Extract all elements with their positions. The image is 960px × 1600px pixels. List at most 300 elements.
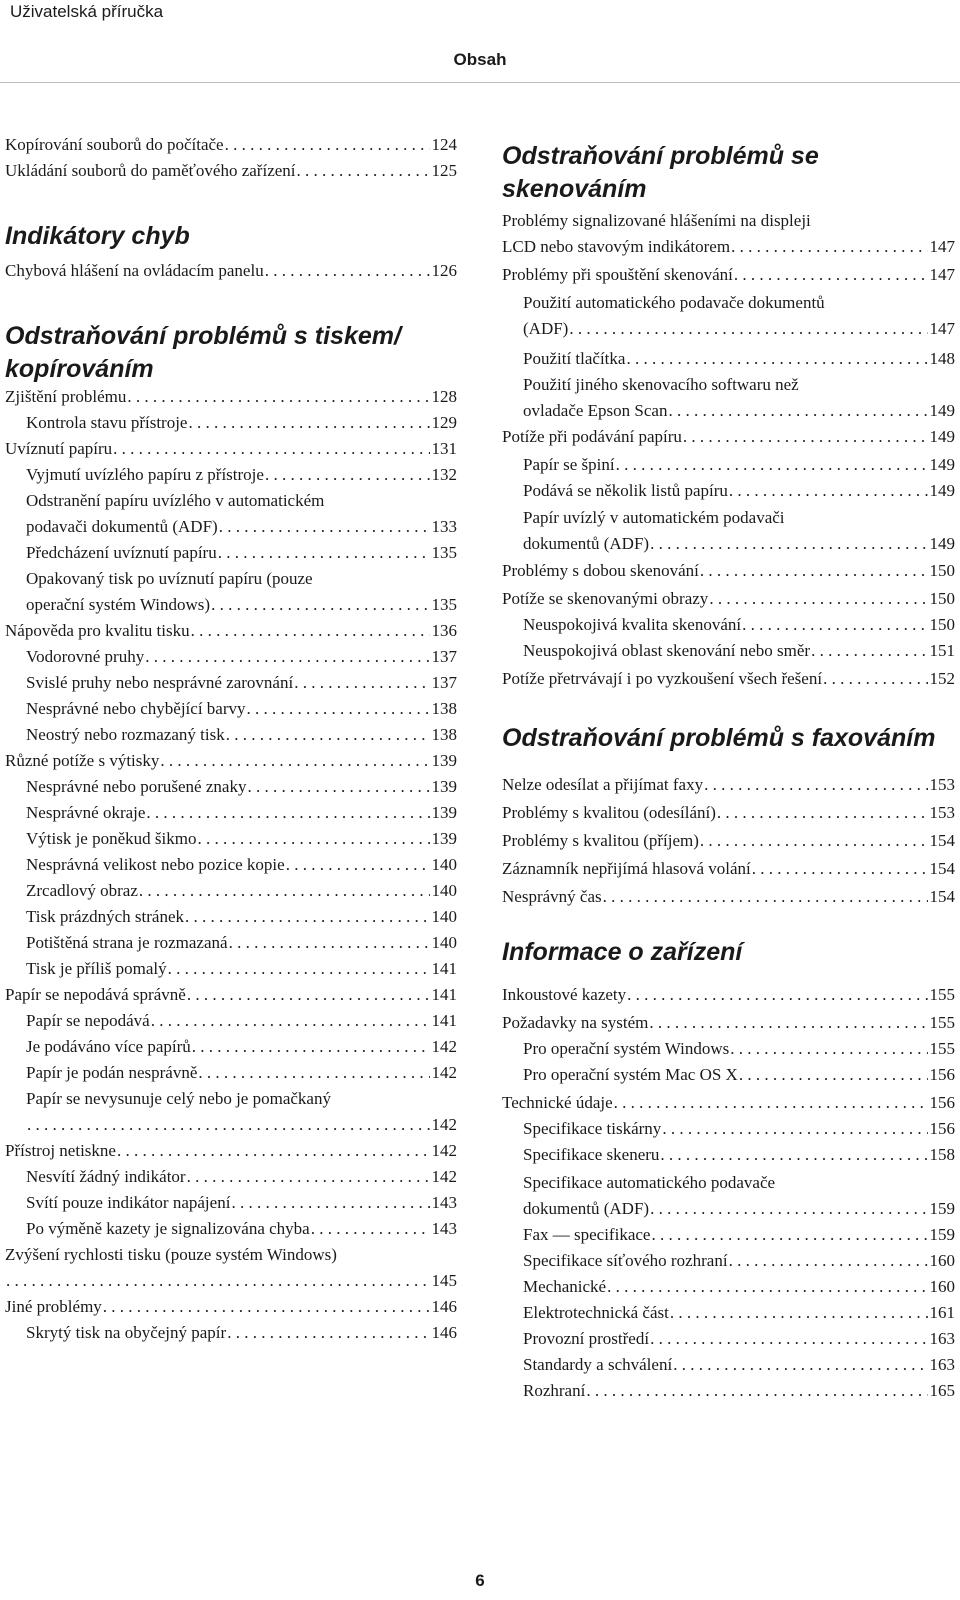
toc-entry[interactable] [5, 1242, 457, 1294]
dot-leader [265, 462, 430, 488]
toc-entry[interactable] [5, 436, 457, 462]
toc-page-number: 140 [431, 933, 457, 952]
toc-entry[interactable] [5, 158, 457, 184]
toc-page-number: 159 [929, 1225, 955, 1244]
toc-entry[interactable] [502, 586, 955, 612]
toc-entry-text: Specifikace skeneru [523, 1145, 660, 1164]
toc-entry-text: Pro operační systém Mac OS X [523, 1065, 738, 1084]
toc-section-heading[interactable] [5, 320, 457, 386]
dot-leader [103, 1294, 430, 1320]
dot-leader [811, 638, 927, 664]
toc-entry[interactable] [5, 722, 457, 748]
dot-leader [650, 1196, 927, 1222]
dot-leader [265, 258, 430, 284]
toc-entry-text: Potíže přetrvávají i po vyzkoušení všech řešení [502, 669, 823, 688]
toc-entry-text: Použití tlačítka [523, 349, 626, 368]
toc-page-number: 132 [431, 465, 457, 484]
toc-entry[interactable] [5, 566, 457, 618]
toc-entry-text: Kontrola stavu přístroje [26, 413, 188, 432]
toc-page-number: 156 [929, 1119, 955, 1138]
toc-entry[interactable] [5, 258, 457, 284]
dot-leader [704, 772, 927, 798]
toc-entry-text: Papír se nepodává [26, 1011, 150, 1030]
dot-leader [226, 722, 430, 748]
toc-entry[interactable] [502, 666, 955, 692]
toc-section-heading-line: skenováním [502, 175, 647, 203]
toc-entry-text: Nesprávné nebo porušené znaky [26, 777, 247, 796]
toc-page-number: 150 [929, 589, 955, 608]
toc-entry-text: Papír uvízlý v automatickém podavači [523, 508, 785, 527]
dot-leader [731, 234, 927, 260]
toc-page-number: 147 [929, 265, 955, 284]
section-title: Obsah [453, 50, 507, 69]
toc-entry[interactable] [5, 1060, 457, 1086]
dot-leader [700, 558, 928, 584]
toc-entry[interactable] [5, 956, 457, 982]
toc-entry-text: Papír se nepodává správně [5, 985, 186, 1004]
toc-section-heading[interactable] [502, 140, 955, 206]
dot-leader [219, 514, 430, 540]
toc-page-number: 124 [431, 135, 457, 154]
toc-section-heading[interactable] [502, 722, 955, 755]
toc-page-number: 150 [929, 615, 955, 634]
toc-page-number: 139 [431, 777, 457, 796]
toc-entry-text: Jiné problémy [5, 1297, 102, 1316]
toc-page-number: 140 [431, 855, 457, 874]
toc-entry-text: Potištěná strana je rozmazaná [26, 933, 228, 952]
toc-page-number: 149 [929, 481, 955, 500]
toc-entry-text: Odstranění papíru uvízlého v automatickém [26, 491, 325, 510]
toc-page-number: 160 [929, 1251, 955, 1270]
toc-page-number: 129 [431, 413, 457, 432]
toc-entry[interactable] [5, 1294, 457, 1320]
toc-entry[interactable] [5, 540, 457, 566]
toc-page-number: 149 [929, 401, 955, 420]
toc-entry[interactable] [5, 488, 457, 540]
dot-leader [191, 618, 430, 644]
toc-entry-text: Zrcadlový obraz [26, 881, 138, 900]
toc-entry-text: Použití automatického podavače dokumentů [523, 293, 825, 312]
toc-entry[interactable] [5, 384, 457, 410]
toc-entry-text: Nesprávné okraje [26, 803, 146, 822]
toc-entry-text: Svislé pruhy nebo nesprávné zarovnání [26, 673, 294, 692]
toc-entry-text: ovladače Epson Scan [523, 401, 668, 420]
toc-entry-text: Rozhraní [523, 1381, 586, 1400]
toc-page-number: 147 [929, 319, 955, 338]
toc-entry-text: Fax — specifikace [523, 1225, 651, 1244]
toc-entry-text: Nesvítí žádný indikátor [26, 1167, 186, 1186]
dot-leader [188, 410, 429, 436]
toc-entry-text: Provozní prostředí [523, 1329, 650, 1348]
dot-leader [616, 452, 928, 478]
dot-leader [225, 132, 430, 158]
toc-page-number: 145 [431, 1271, 457, 1290]
toc-entry-text: Různé potíže s výtisky [5, 751, 160, 770]
toc-entry[interactable] [502, 558, 955, 584]
dot-leader [187, 982, 430, 1008]
dot-leader [197, 826, 429, 852]
dot-leader [709, 586, 927, 612]
toc-entry-text: Uvíznutí papíru [5, 439, 113, 458]
toc-page-number: 139 [431, 751, 457, 770]
dot-leader [739, 1062, 928, 1088]
toc-page-number: 128 [431, 387, 457, 406]
toc-page-number: 143 [431, 1193, 457, 1212]
toc-page-number: 142 [431, 1115, 457, 1134]
toc-entry-text: dokumentů (ADF) [523, 1199, 650, 1218]
dot-leader [614, 1090, 928, 1116]
toc-entry[interactable] [5, 1190, 457, 1216]
dot-leader [185, 904, 429, 930]
toc-entry[interactable] [5, 1320, 457, 1346]
toc-entry-text: Zvýšení rychlosti tisku (pouze systém Windows) [5, 1245, 337, 1264]
toc-page-number: 156 [929, 1065, 955, 1084]
toc-entry[interactable] [502, 1170, 955, 1222]
dot-leader [734, 262, 928, 288]
toc-page-number: 161 [929, 1303, 955, 1322]
dot-leader [700, 828, 928, 854]
toc-entry[interactable] [5, 982, 457, 1008]
dot-leader [650, 531, 927, 557]
toc-entry-text: LCD nebo stavovým indikátorem [502, 237, 731, 256]
toc-entry-text: Nesprávný čas [502, 887, 602, 906]
dot-leader [662, 1116, 927, 1142]
toc-entry-text: Chybová hlášení na ovládacím panelu [5, 261, 264, 280]
toc-entry-text: Technické údaje [502, 1093, 613, 1112]
toc-entry[interactable] [502, 1378, 955, 1404]
dot-leader [113, 436, 429, 462]
dot-leader [569, 316, 927, 342]
dot-leader [198, 1060, 429, 1086]
toc-page-number: 165 [929, 1381, 955, 1400]
toc-entry-text: Neuspokojivá kvalita skenování [523, 615, 742, 634]
toc-page-number: 156 [929, 1093, 955, 1112]
toc-entry-text: Standardy a schválení [523, 1355, 673, 1374]
toc-entry-text: Problémy s kvalitou (příjem) [502, 831, 699, 850]
toc-entry-text: Problémy s kvalitou (odesílání) [502, 803, 716, 822]
dot-leader [651, 1222, 927, 1248]
dot-leader [247, 774, 429, 800]
toc-page-number: 133 [431, 517, 457, 536]
dot-leader [730, 1036, 927, 1062]
toc-page-number: 163 [929, 1329, 955, 1348]
toc-entry-text: Neuspokojivá oblast skenování nebo směr [523, 641, 811, 660]
dot-leader [145, 644, 429, 670]
dot-leader [670, 1300, 928, 1326]
toc-entry[interactable] [502, 1116, 955, 1142]
toc-entry[interactable] [502, 505, 955, 557]
toc-entry[interactable] [502, 424, 955, 450]
toc-entry-text: Papír se špiní [523, 455, 615, 474]
dot-leader [742, 612, 927, 638]
dot-leader [117, 1138, 430, 1164]
toc-entry-text: Problémy signalizované hlášeními na displeji [502, 211, 811, 230]
toc-page-number: 131 [431, 439, 457, 458]
page-number: 6 [475, 1571, 485, 1590]
dot-leader [729, 478, 928, 504]
toc-entry-text: Problémy s dobou skenování [502, 561, 699, 580]
toc-entry[interactable] [5, 1138, 457, 1164]
toc-entry[interactable] [502, 1010, 955, 1036]
toc-page-number: 146 [431, 1297, 457, 1316]
toc-entry[interactable] [5, 774, 457, 800]
dot-leader [187, 1164, 430, 1190]
toc-entry[interactable] [5, 462, 457, 488]
toc-entry[interactable] [502, 346, 955, 372]
toc-page-number: 142 [431, 1167, 457, 1186]
dot-leader [27, 1112, 430, 1138]
toc-page-number: 154 [929, 859, 955, 878]
toc-entry[interactable] [5, 1216, 457, 1242]
toc-page-number: 152 [929, 669, 955, 688]
toc-entry[interactable] [502, 1248, 955, 1274]
toc-entry[interactable] [5, 1164, 457, 1190]
toc-section-heading[interactable] [5, 220, 457, 253]
toc-page-number: 148 [929, 349, 955, 368]
toc-page-number: 135 [431, 595, 457, 614]
toc-entry-text: Požadavky na systém [502, 1013, 649, 1032]
toc-page-number: 141 [431, 959, 457, 978]
dot-leader [668, 398, 927, 424]
toc-entry-text: Podává se několik listů papíru [523, 481, 728, 500]
toc-entry[interactable] [502, 800, 955, 826]
toc-entry-text: Papír se nevysunuje celý nebo je pomačkaný [26, 1089, 331, 1108]
toc-entry-text: Specifikace automatického podavače [523, 1173, 776, 1192]
toc-page-number: 135 [431, 543, 457, 562]
toc-entry-text: Nelze odesílat a přijímat faxy [502, 775, 704, 794]
toc-page-number: 142 [431, 1063, 457, 1082]
toc-entry[interactable] [5, 1086, 457, 1138]
dot-leader [626, 346, 927, 372]
dot-leader [717, 800, 928, 826]
toc-page-number: 141 [431, 1011, 457, 1030]
toc-entry-text: Nesprávné nebo chybějící barvy [26, 699, 246, 718]
toc-entry-text: Papír je podán nesprávně [26, 1063, 198, 1082]
dot-leader [603, 884, 928, 910]
dot-leader [218, 540, 430, 566]
toc-section-heading[interactable] [502, 936, 955, 969]
toc-entry[interactable] [5, 748, 457, 774]
toc-page-number: 155 [929, 985, 955, 1004]
toc-entry[interactable] [502, 208, 955, 260]
toc-entry-text: Zjištění problému [5, 387, 127, 406]
toc-entry[interactable] [502, 372, 955, 424]
dot-leader [231, 1190, 429, 1216]
toc-entry-text: Záznamník nepřijímá hlasová volání [502, 859, 751, 878]
toc-entry[interactable] [502, 1274, 955, 1300]
toc-entry-text: Je podáváno více papírů [26, 1037, 191, 1056]
toc-page-number: 141 [431, 985, 457, 1004]
toc-page-number: 154 [929, 887, 955, 906]
toc-entry[interactable] [5, 644, 457, 670]
toc-entry[interactable] [5, 1008, 457, 1034]
toc-entry-text: Předcházení uvíznutí papíru [26, 543, 217, 562]
toc-entry-text: Výtisk je poněkud šikmo [26, 829, 197, 848]
toc-section-heading-line: Odstraňování problémů s tiskem/ [5, 322, 401, 350]
toc-page-number: 155 [929, 1013, 955, 1032]
toc-entry[interactable] [502, 856, 955, 882]
toc-entry-text: Skrytý tisk na obyčejný papír [26, 1323, 227, 1342]
toc-entry[interactable] [502, 612, 955, 638]
toc-page-number: 142 [431, 1141, 457, 1160]
dot-leader [752, 856, 928, 882]
toc-entry-text: Pro operační systém Windows [523, 1039, 730, 1058]
toc-entry-text: Použití jiného skenovacího softwaru než [523, 375, 799, 394]
toc-entry[interactable] [502, 828, 955, 854]
dot-leader [168, 956, 430, 982]
toc-entry[interactable] [502, 884, 955, 910]
dot-leader [227, 1320, 429, 1346]
toc-page-number: 151 [929, 641, 955, 660]
toc-entry[interactable] [5, 696, 457, 722]
toc-page-number: 142 [431, 1037, 457, 1056]
toc-entry[interactable] [502, 1300, 955, 1326]
toc-page-number: 139 [431, 829, 457, 848]
toc-section-heading-line: Odstraňování problémů se [502, 142, 819, 170]
toc-section-heading-line: Odstraňování problémů s faxováním [502, 724, 936, 752]
toc-entry[interactable] [502, 982, 955, 1008]
dot-leader [294, 670, 429, 696]
running-head: Uživatelská příručka [10, 2, 164, 21]
toc-entry-text: Vodorovné pruhy [26, 647, 145, 666]
dot-leader [649, 1010, 927, 1036]
toc-entry[interactable] [502, 478, 955, 504]
toc-page-number: 139 [431, 803, 457, 822]
toc-page-number: 126 [431, 261, 457, 280]
toc-page-number: 140 [431, 907, 457, 926]
toc-entry[interactable] [502, 262, 955, 288]
toc-entry[interactable] [502, 1222, 955, 1248]
header-rule [0, 82, 960, 83]
toc-page-number: 163 [929, 1355, 955, 1374]
dot-leader [823, 666, 927, 692]
toc-page-number: 154 [929, 831, 955, 850]
toc-page-number: 137 [431, 647, 457, 666]
dot-leader [650, 1326, 927, 1352]
toc-entry[interactable] [5, 904, 457, 930]
toc-entry-text: Potíže při podávání papíru [502, 427, 682, 446]
toc-entry[interactable] [502, 772, 955, 798]
dot-leader [673, 1352, 927, 1378]
toc-entry-text: Specifikace síťového rozhraní [523, 1251, 728, 1270]
toc-entry-text: Nápověda pro kvalitu tisku [5, 621, 190, 640]
toc-page-number: 149 [929, 534, 955, 553]
dot-leader [229, 930, 430, 956]
toc-entry[interactable] [502, 1326, 955, 1352]
toc-entry[interactable] [5, 618, 457, 644]
toc-page-number: 138 [431, 699, 457, 718]
toc-entry-text: (ADF) [523, 319, 569, 338]
toc-section-heading-line: Informace o zařízení [502, 938, 743, 966]
dot-leader [607, 1274, 927, 1300]
dot-leader [139, 878, 430, 904]
toc-page-number: 158 [929, 1145, 955, 1164]
dot-leader [660, 1142, 927, 1168]
toc-entry[interactable] [5, 930, 457, 956]
toc-entry-text: Přístroj netiskne [5, 1141, 116, 1160]
toc-entry-text: Po výměně kazety je signalizována chyba [26, 1219, 310, 1238]
dot-leader [160, 748, 429, 774]
dot-leader [729, 1248, 928, 1274]
toc-page-number: 146 [431, 1323, 457, 1342]
toc-page-number: 159 [929, 1199, 955, 1218]
toc-entry[interactable] [5, 852, 457, 878]
dot-leader [586, 1378, 927, 1404]
toc-entry-text: Specifikace tiskárny [523, 1119, 662, 1138]
toc-page-number: 143 [431, 1219, 457, 1238]
toc-entry[interactable] [502, 1090, 955, 1116]
dot-leader [127, 384, 429, 410]
toc-entry-text: operační systém Windows) [26, 595, 211, 614]
toc-page-number: 147 [929, 237, 955, 256]
toc-entry[interactable] [502, 1062, 955, 1088]
toc-entry[interactable] [502, 452, 955, 478]
toc-entry-text: Neostrý nebo rozmazaný tisk [26, 725, 225, 744]
dot-leader [151, 1008, 430, 1034]
toc-entry-text: Potíže se skenovanými obrazy [502, 589, 709, 608]
toc-page-number: 140 [431, 881, 457, 900]
toc-entry-text: Kopírování souborů do počítače [5, 135, 224, 154]
toc-section-heading-line: kopírováním [5, 355, 154, 383]
toc-section-heading-line: Indikátory chyb [5, 222, 190, 250]
toc-entry[interactable] [5, 800, 457, 826]
toc-entry-text: Svítí pouze indikátor napájení [26, 1193, 231, 1212]
toc-entry[interactable] [5, 132, 457, 158]
toc-page-number: 150 [929, 561, 955, 580]
toc-entry-text: Nesprávná velikost nebo pozice kopie [26, 855, 285, 874]
toc-entry-text: Ukládání souborů do paměťového zařízení [5, 161, 296, 180]
toc-entry[interactable] [502, 1036, 955, 1062]
dot-leader [247, 696, 430, 722]
toc-page-number: 149 [929, 455, 955, 474]
dot-leader [192, 1034, 430, 1060]
toc-entry-text: Tisk prázdných stránek [26, 907, 185, 926]
dot-leader [311, 1216, 430, 1242]
toc-entry[interactable] [502, 290, 955, 342]
toc-entry-text: podavači dokumentů (ADF) [26, 517, 218, 536]
toc-page-number: 153 [929, 775, 955, 794]
dot-leader [6, 1268, 430, 1294]
toc-page-number: 149 [929, 427, 955, 446]
toc-entry[interactable] [5, 878, 457, 904]
toc-entry[interactable] [502, 638, 955, 664]
toc-entry-text: Mechanické [523, 1277, 607, 1296]
toc-entry[interactable] [502, 1352, 955, 1378]
toc-entry-text: Elektrotechnická část [523, 1303, 669, 1322]
dot-leader [627, 982, 927, 1008]
toc-entry[interactable] [5, 1034, 457, 1060]
toc-entry-text: Vyjmutí uvízlého papíru z přístroje [26, 465, 264, 484]
toc-page-number: 153 [929, 803, 955, 822]
dot-leader [286, 852, 430, 878]
toc-entry[interactable] [502, 1142, 955, 1168]
dot-leader [297, 158, 430, 184]
dot-leader [683, 424, 928, 450]
toc-entry-text: Inkoustové kazety [502, 985, 627, 1004]
toc-entry-text: dokumentů (ADF) [523, 534, 650, 553]
toc-page-number: 137 [431, 673, 457, 692]
dot-leader [146, 800, 429, 826]
toc-entry-text: Tisk je příliš pomalý [26, 959, 167, 978]
toc-entry[interactable] [5, 670, 457, 696]
toc-entry-text: Problémy při spouštění skenování [502, 265, 733, 284]
toc-page-number: 125 [431, 161, 457, 180]
toc-page-number: 136 [431, 621, 457, 640]
toc-entry[interactable] [5, 826, 457, 852]
toc-page-number: 155 [929, 1039, 955, 1058]
toc-entry[interactable] [5, 410, 457, 436]
toc-entry-text: Opakovaný tisk po uvíznutí papíru (pouze [26, 569, 313, 588]
